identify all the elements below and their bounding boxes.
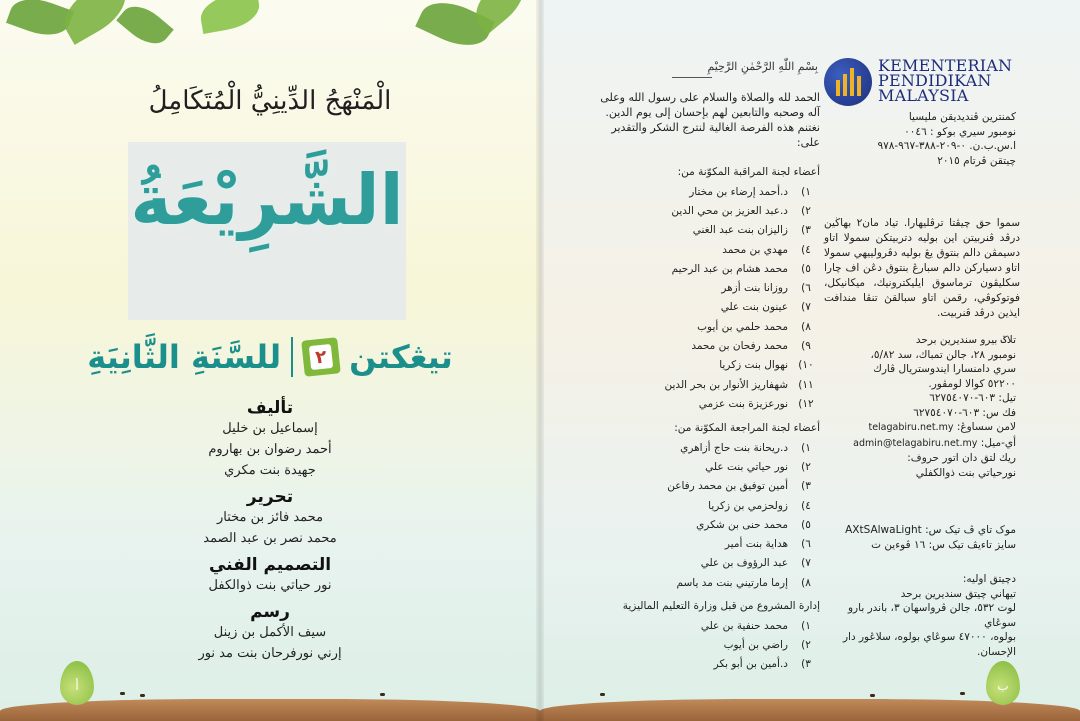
page-number-drop (980, 657, 1026, 709)
font-info: موک تاي ڤ تيک س: AXtSAlwaLight سايز تاءيڤ تيک س: ١٦ ڤوءين ت (845, 524, 1016, 551)
intro-paragraph: الحمد لله والصلاة والسلام على رسول الله وعلى آله وصحبه والتابعين لهم بإحسان إلى يوم الدين. نغتنم هذه الفرصة الغالية لنترج الشكر والتقدير على: (600, 91, 820, 149)
credit-name: نور حياتي بنت ذوالكفل (208, 578, 332, 593)
committee-member: ٦) روزانا بنت أزهر (721, 282, 811, 295)
committee-member: ٨) محمد حلمي بن أيوب (697, 320, 811, 333)
committee-member: ٢) نور حياتي بنت علي (705, 460, 811, 473)
copyright-notice: سموا حق چيڤتا ترڤليهارا. تياد مان٢ بهاڬين درڤد ڤنربيتن اين بوليه دتربيتكن سمولا اتاو دسيمڤن دالم بنتوق يڠ بوليه دڤرولييهي سمولا اتاو دسياركن دالم سبارڠ بنتوق دڠن اف چارا سكليڤون ترماسوق ايليكترونيك، ميكانيكل، فوتوكوڤي، رقمن اتاو سبالقڽ تنڤا مندافت ايذين درڤد ڤنربيت. (824, 217, 1020, 319)
ant-icon (140, 694, 145, 697)
website-link[interactable]: telagabiru.net.my (868, 422, 954, 433)
committee-member: ١) د.ريحانة بنت حاج أزاهري (680, 441, 811, 454)
publisher-address: تلاݢ بيرو سنديرين برحد نومبور ٢٨، جالن تمباك، سد ٥/٨٢، سري دامنسارا ايندوستريال ڤارك ٥٢٢٠٠ كوالا لومڤور. تيل: ٦٠٣-٦٢٧٥٤٠٧٠ فك س: ٦٠٣-٦٢٧٥٤٠٧٠ لامن سساوڠ: telagabiru.net.my أي-ميل: admin@telagabiru.net.my ريك لتق دان اتور حروف: نورحياتي بنت ذوالكفلي (853, 334, 1016, 479)
committee-member: ٢) د.عبد العزيز بن محي الدين (671, 204, 811, 217)
committee-member: ٦) هداية بنت أمير (724, 538, 811, 551)
committee-member: ١) د.أحمد إرضاء بن مختار (689, 185, 811, 198)
grade-divider (291, 337, 293, 377)
grade-word-left: تيڠكتن (349, 338, 453, 376)
committee-member: ٧) عبد الرؤوف بن علي (700, 557, 811, 570)
credit-name: سيف الأكمل بن زينل (213, 625, 327, 640)
credit-heading: التصميم الفني (208, 555, 332, 575)
publication-info: كمنترين ڤنديديقن مليسيا نومبور سيري بوكو : ٠٠٤٦ ا.س.ب.ن. ٠-٢٠٩-٣٨٨-٩٦٧-٩٧٨ چيتقن ڤرتام ٢٠١٥ (877, 111, 1016, 167)
email-link[interactable]: admin@telagabiru.net.my (853, 437, 978, 449)
committee-title: أعضاء لجنة المراجعة المكوّنة من: (674, 422, 820, 434)
web-label: لامن سساوڠ: (956, 421, 1016, 433)
committee-title: أعضاء لجنة المراقبة المكوّنة من: (677, 166, 820, 178)
committee-member: ٤) مهدي بن محمد (722, 243, 811, 256)
committee-member: ٢) راضي بن أيوب (723, 638, 811, 651)
credit-name: إرني نورفرحان بنت مد نور (198, 646, 342, 661)
committee-member: ٥) محمد هشام بن عبد الرحيم (671, 262, 811, 275)
page-number: ب (997, 679, 1009, 693)
credit-name: إسماعيل بن خليل (222, 421, 318, 436)
ant-icon (960, 692, 965, 695)
committee-member: ١٠) نهوال بنت زكريا (719, 359, 814, 372)
committee-member: ١٢) نورعزيزة بنت عزمي (698, 397, 814, 410)
credit-name: أحمد رضوان بن بهاروم (208, 442, 332, 457)
committee-member: ١١) شهفاريز الأنوار بن بحر الدين (664, 378, 814, 391)
credit-name: محمد نصر بن عبد الصمد (203, 531, 337, 546)
ant-icon (870, 694, 875, 697)
credits (0, 392, 540, 664)
credit-heading: تأليف (246, 398, 294, 418)
credit-heading: تحرير (246, 487, 294, 507)
book-title: الشَّرِيْعَةُ (130, 159, 404, 241)
printer-info: دچيتق اوليه: تيهاني چيتق سنديرين برحد لوت ٥٣٢، جالن ڤرواسهان ٣، باندر بارو سوڠاي بولوه، ٤٧٠٠٠ سوڠاي بولوه، سلاڠور دار الإحسان. (842, 573, 1016, 658)
basmala: بِسْمِ اللّٰهِ الرَّحْمٰنِ الرَّحِيْمِ (707, 60, 818, 73)
committee-member: ٨) إرما مارتيني بنت مد ياسم (676, 576, 811, 589)
book-spine (536, 0, 544, 721)
logo-text: KEMENTERIAN PENDIDIKAN MALAYSIA (878, 56, 1013, 105)
grade-badge-icon (301, 337, 341, 377)
ministry-committee (590, 600, 820, 674)
leaves-decoration (0, 0, 540, 70)
committee-member: ١) محمد حنفية بن علي (700, 619, 811, 632)
committee-member: ٣) أمين توفيق بن محمد رفاعن (667, 480, 811, 493)
grade-row (0, 332, 540, 382)
committee-member: ٣) زاليزان بنت عبد الغني (692, 224, 811, 237)
ant-icon (380, 693, 385, 696)
page-number-drop (54, 657, 100, 709)
credit-name: جهيدة بنت مكري (224, 463, 316, 478)
review-committee (590, 166, 820, 414)
credit-name: محمد فائز بن مختار (216, 510, 324, 525)
series-title: الْمَنْهَجُ الدِّينِيُّ الْمُتَكَامِلُ (148, 86, 392, 116)
ant-icon (600, 693, 605, 696)
revision-committee (590, 422, 820, 592)
email-label: أي-ميل: (980, 436, 1016, 449)
grade-number: ٢ (309, 344, 333, 370)
page-number: أ (75, 679, 79, 693)
committee-member: ٣) د.أمين بن أبو بكر (713, 658, 811, 671)
ministry-crest-icon (824, 58, 872, 106)
grade-word-right: للسَّنَةِ الثَّانِيَةِ (87, 338, 282, 376)
ministry-logo (824, 58, 1024, 106)
ant-icon (120, 692, 125, 695)
committee-member: ٤) زولحزمي بن زكريا (708, 499, 811, 512)
committee-title: إدارة المشروع من قبل وزارة التعليم الماليزية (622, 600, 820, 612)
basmala-divider (672, 77, 712, 78)
committee-member: ٩) محمد رفحان بن محمد (691, 340, 811, 353)
committee-member: ٧) عينون بنت علي (720, 301, 811, 314)
credit-heading: رسم (250, 602, 290, 622)
committee-member: ٥) محمد حنى بن شكري (696, 518, 811, 531)
